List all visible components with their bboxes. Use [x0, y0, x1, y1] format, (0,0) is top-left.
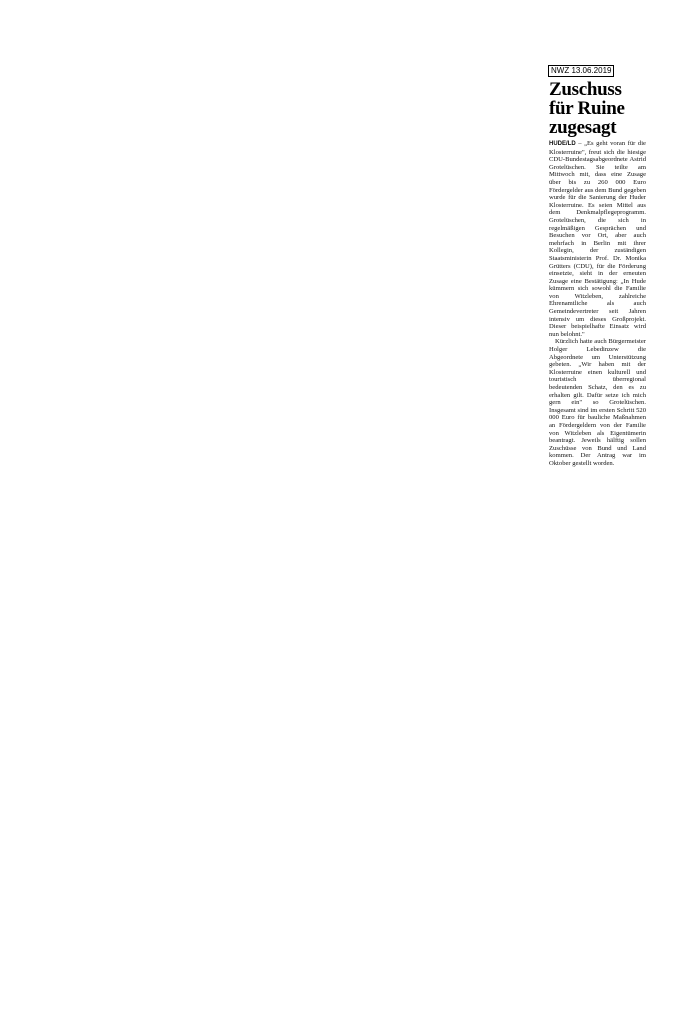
article-paragraph — [549, 140, 646, 338]
article-body — [549, 140, 646, 468]
source-date-label: NWZ 13.06.2019 — [548, 65, 614, 77]
headline-line: zugesagt — [549, 117, 617, 138]
article-headline — [549, 80, 646, 137]
paragraph-text: – „Es geht voran für die Klosterruine", freut sich die hiesige CDU-Bundestagsabgeordnete Astrid Grotelüschen. Sie teilte am Mittwoch mit, dass eine Zusage über bis zu 260 000 Euro Fördergelder aus dem Bund gegeben wurde für die Sanierung der Huder Klosterruine. Es seien Mittel aus dem Denkmalpflegeprogramm. Grotelüschen, die sich in regelmäßigen Gesprächen und Besuchen vor Ort, aber auch mehrfach in Berlin mit ihrer Kollegin, der zuständigen Staatsministerin Prof. Dr. Monika Grütters (CDU), für die Förderung einsetzte, sieht in der erneuten Zusage eine Bestätigung: „In Hude kümmern sich sowohl die Familie von Witzleben, zahlreiche Ehrenamtliche als auch Gemeindevertreter seit Jahren intensiv um dieses Großprojekt. Dieser beispielhafte Einsatz wird nun belohnt." — [549, 140, 646, 338]
headline-line: Zuschuss — [549, 79, 622, 100]
headline-line: für Ruine — [549, 98, 625, 119]
newspaper-clipping — [546, 60, 646, 468]
article-paragraph: Kürzlich hatte auch Bürgermeister Holger Lebedinzew die Abgeordnete um Unterstützung gebeten. „Wir haben mit der Klosterruine einen kulturell und touristisch überregional bedeutenden Schatz, den es zu erhalten gilt. Dafür setze ich mich gern ein" so Grotelüschen. Insgesamt sind im ersten Schritt 520 000 Euro für bauliche Maßnahmen an Fördergeldern von der Familie von Witzleben als Eigentümerin beantragt. Jeweils hälftig sollen Zuschüsse von Bund und Land kommen. Der Antrag war im Oktober gestellt worden. — [549, 338, 646, 467]
dateline: HUDE/LD — [549, 141, 576, 147]
